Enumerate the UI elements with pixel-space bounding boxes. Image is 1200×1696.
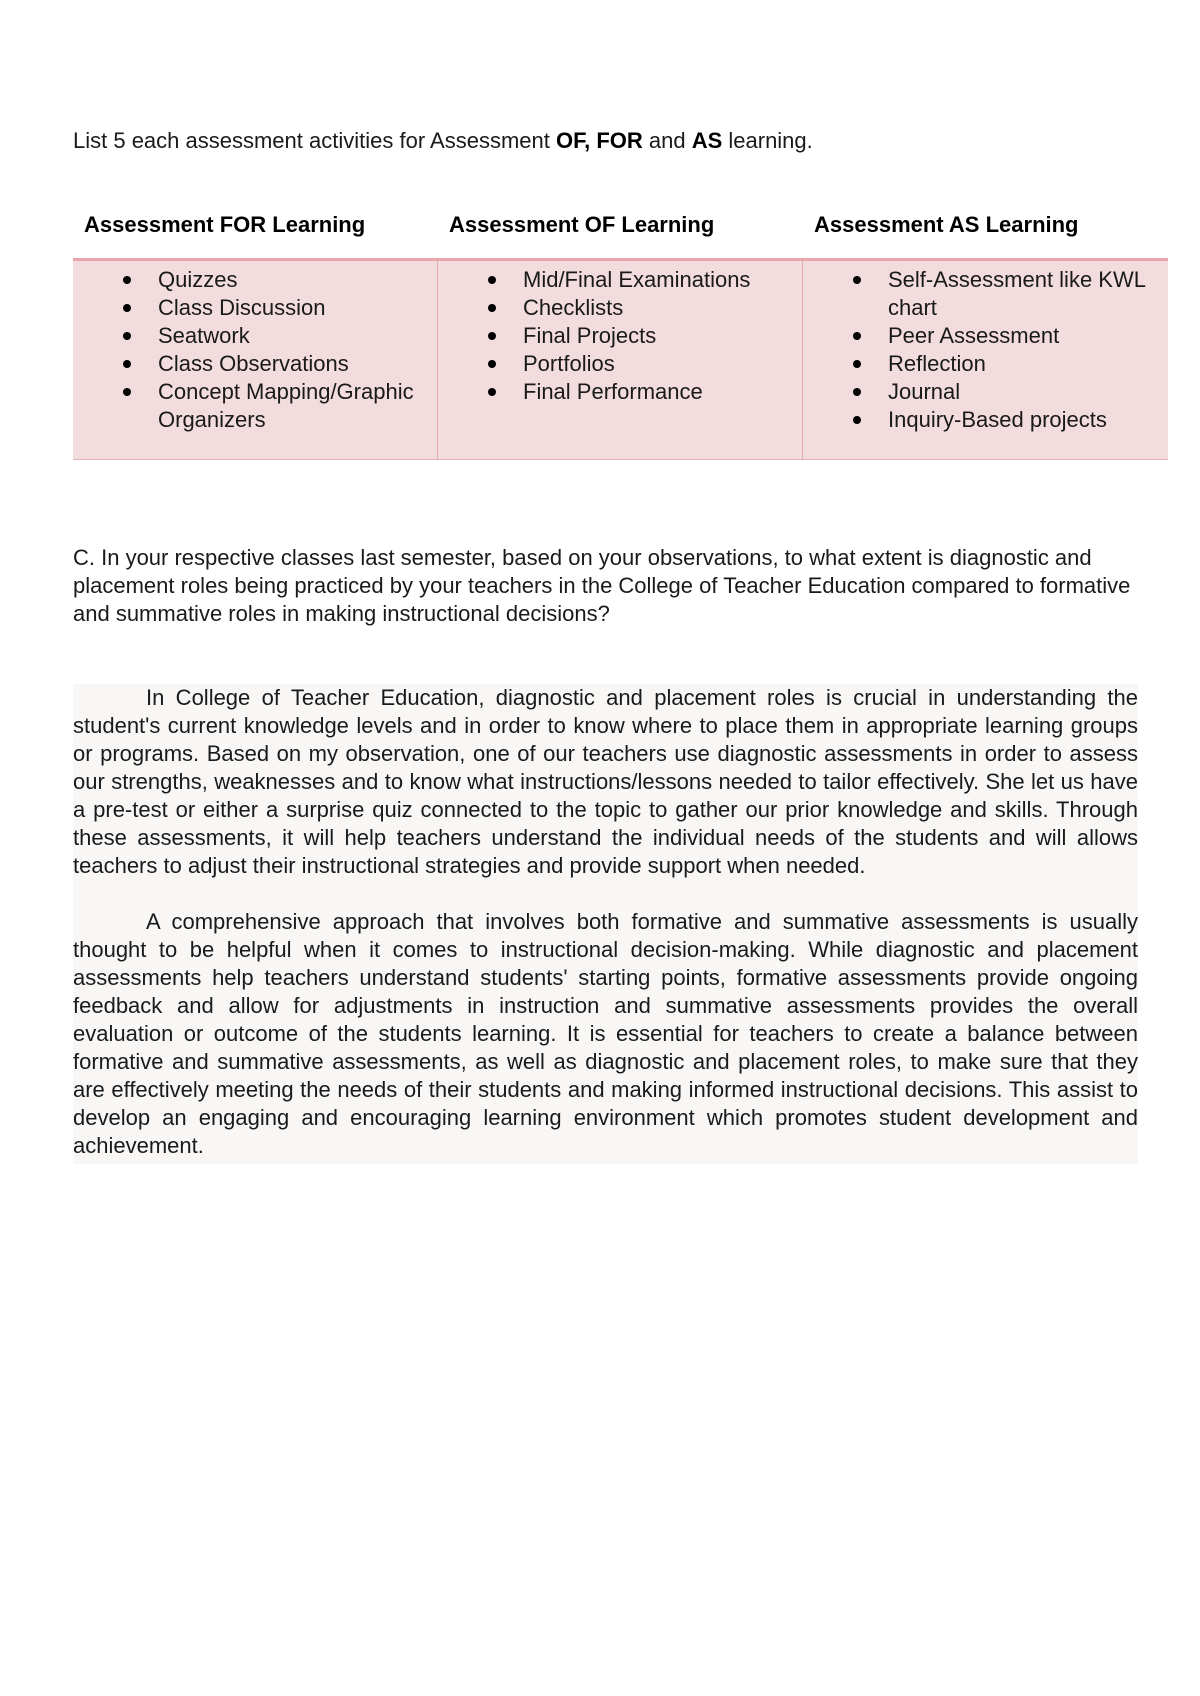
list-item xyxy=(803,406,1168,434)
bullet-icon xyxy=(853,332,861,340)
list-item-text: Quizzes xyxy=(158,267,238,292)
list-item-text: Final Performance xyxy=(523,379,703,404)
list-item xyxy=(803,378,1168,406)
list-item xyxy=(73,266,437,294)
list-item-text: Class Discussion xyxy=(158,295,326,320)
list-item xyxy=(73,350,437,378)
list-item xyxy=(803,266,1168,322)
intro-mid: and xyxy=(642,128,692,153)
bullet-icon xyxy=(853,360,861,368)
intro-suffix: learning. xyxy=(722,128,813,153)
bullet-icon xyxy=(488,388,496,396)
list-item xyxy=(438,322,802,350)
list-item-text: Final Projects xyxy=(523,323,657,348)
list-item xyxy=(803,350,1168,378)
list-item-text: Reflection xyxy=(888,351,986,376)
bullet-icon xyxy=(488,276,496,284)
list-item-text: Mid/Final Examinations xyxy=(523,267,751,292)
column-for-learning xyxy=(73,261,438,459)
list-item xyxy=(438,350,802,378)
intro-bold-as: AS xyxy=(691,128,723,153)
list-item xyxy=(73,294,437,322)
list-item-text: Inquiry-Based projects xyxy=(888,407,1107,432)
header-of-learning: Assessment OF Learning xyxy=(449,212,715,237)
list-item-text: Portfolios xyxy=(523,351,615,376)
intro-bold-of-for: OF, FOR xyxy=(555,128,643,153)
header-for-learning: Assessment FOR Learning xyxy=(84,212,366,237)
list-item xyxy=(438,294,802,322)
bullet-icon xyxy=(123,332,131,340)
list-item-text: Peer Assessment xyxy=(888,323,1060,348)
intro-instruction xyxy=(73,127,813,155)
assessment-table-header xyxy=(73,211,1168,239)
bullet-icon xyxy=(853,388,861,396)
list-item xyxy=(803,322,1168,350)
assessment-table-body xyxy=(73,258,1168,460)
bullet-icon xyxy=(123,304,131,312)
answer-paragraph-1: In College of Teacher Education, diagnostic and placement roles is crucial in understanding the student's current knowledge levels and in order to know where to place them in appropriate learning groups or programs. Based on my observation, one of our teachers use diagnostic assessments in order to assess our strengths, weaknesses and to know what instructions/lessons needed to tailor effectively. She let us have a pre-test or either a surprise quiz connected to the topic to gather our prior knowledge and skills. Through these assessments, it will help teachers understand the individual needs of the students and will allows teachers to adjust their instructional strategies and provide support when needed. xyxy=(73,685,1138,878)
list-item xyxy=(438,266,802,294)
list-item-text: Concept Mapping/Graphic Organizers xyxy=(158,379,414,432)
column-as-learning xyxy=(803,261,1168,459)
bullet-icon xyxy=(853,416,861,424)
list-item-text: Class Observations xyxy=(158,351,349,376)
answer-paragraph-2: A comprehensive approach that involves both formative and summative assessments is usually thought to be helpful when it comes to instructional decision-making. While diagnostic and placement assessments help teachers understand students' starting points, formative assessments provide ongoing feedback and allow for adjustments in instruction and summative assessments provides the overall evaluation or outcome of the students learning. It is essential for teachers to create a balance between formative and summative assessments, as well as diagnostic and placement roles, to make sure that they are effectively meeting the needs of their students and making informed instructional decisions. This assist to develop an engaging and encouraging learning environment which promotes student development and achievement. xyxy=(73,909,1138,1158)
bullet-icon xyxy=(488,304,496,312)
bullet-icon xyxy=(123,388,131,396)
list-item xyxy=(73,322,437,350)
header-as-learning: Assessment AS Learning xyxy=(814,212,1079,237)
answer-block xyxy=(73,684,1138,1164)
intro-prefix: List 5 each assessment activities for Assessment xyxy=(73,128,556,153)
list-item-text: Journal xyxy=(888,379,961,404)
bullet-icon xyxy=(488,332,496,340)
column-of-learning xyxy=(438,261,803,459)
list-item-text: Seatwork xyxy=(158,323,250,348)
bullet-icon xyxy=(123,276,131,284)
bullet-icon xyxy=(853,276,861,284)
question-c: C. In your respective classes last semester, based on your observations, to what extent is diagnostic and placement roles being practiced by your teachers in the College of Teacher Education compared to formative and summative roles in making instructional decisions? xyxy=(73,545,1131,626)
list-item xyxy=(73,378,437,434)
list-item xyxy=(438,378,802,406)
list-item-text: Self-Assessment like KWL chart xyxy=(888,267,1146,320)
bullet-icon xyxy=(488,360,496,368)
list-item-text: Checklists xyxy=(523,295,624,320)
bullet-icon xyxy=(123,360,131,368)
